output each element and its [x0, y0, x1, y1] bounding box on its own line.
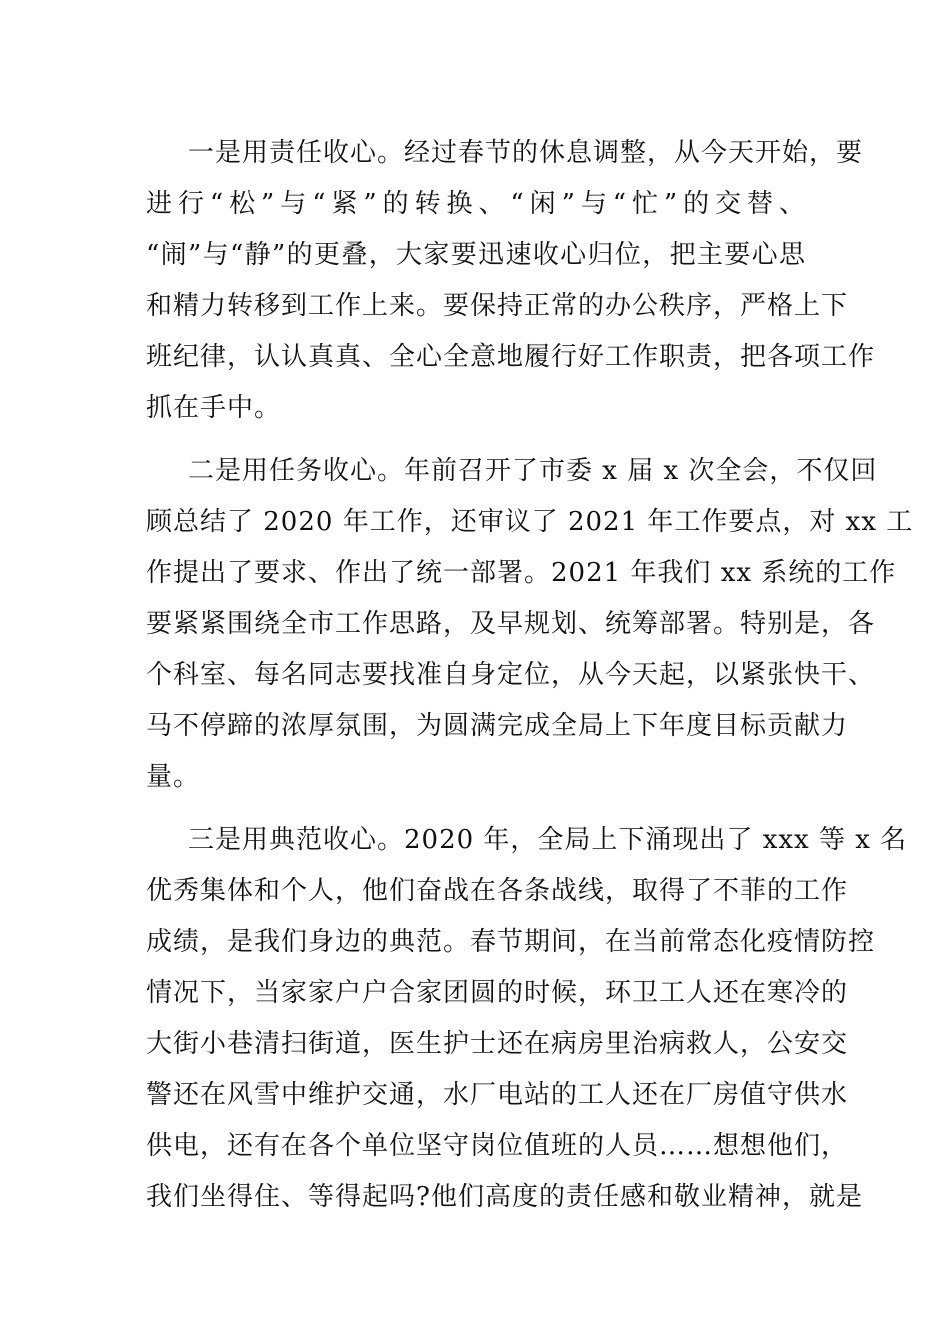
- text-line: 班纪律，认认真真、全心全意地履行好工作职责，把各项工作: [146, 342, 876, 372]
- text-line: 成绩，是我们身边的典范。春节期间，在当前常态化疫情防控: [146, 927, 876, 957]
- text-line: 个科室、每名同志要找准自身定位，从今天起，以紧张快干、: [146, 660, 876, 690]
- text-line: 作提出了要求、作出了统一部署。2021 年我们 xx 系统的工作: [146, 558, 897, 588]
- text-line: 量。: [146, 762, 201, 792]
- paragraph-2: [146, 446, 914, 803]
- text-line: 马不停蹄的浓厚氛围，为圆满完成全局上下年度目标贡献力: [146, 711, 849, 741]
- text-line: 要紧紧围绕全市工作思路，及早规划、统筹部署。特别是，各: [146, 609, 876, 639]
- paragraph-1: [146, 128, 876, 434]
- text-line: 大街小巷清扫街道，医生护士还在病房里治病救人，公安交: [146, 1029, 849, 1059]
- text-line: 和精力转移到工作上来。要保持正常的办公秩序，严格上下: [146, 291, 849, 321]
- text-line: 供电，还有在各个单位坚守岗位值班的人员……想想他们，: [146, 1131, 849, 1161]
- text-line: 进行“松”与“紧”的转换、“闲”与“忙”的交替、: [146, 189, 806, 219]
- text-line: 一是用责任收心。经过春节的休息调整，从今天开始，要: [188, 138, 864, 168]
- text-line: 顾总结了 2020 年工作，还审议了 2021 年工作要点，对 xx 工: [146, 507, 914, 537]
- paragraph-3: [146, 815, 908, 1223]
- text-line: 优秀集体和个人，他们奋战在各条战线，取得了不菲的工作: [146, 876, 849, 906]
- text-line: 警还在风雪中维护交通，水厂电站的工人还在厂房值守供水: [146, 1080, 849, 1110]
- document-body: [146, 128, 914, 1235]
- text-line: 情况下，当家家户户合家团圆的时候，环卫工人还在寒冷的: [146, 978, 849, 1008]
- text-line: 抓在手中。: [146, 393, 282, 423]
- text-line: 二是用任务收心。年前召开了市委 x 届 x 次全会，不仅回: [188, 456, 878, 486]
- text-line: “闹”与“静”的更叠，大家要迅速收心归位，把主要心思: [146, 240, 806, 270]
- text-line: 我们坐得住、等得起吗?他们高度的责任感和敬业精神，就是: [146, 1182, 863, 1212]
- text-line: 三是用典范收心。2020 年，全局上下涌现出了 xxx 等 x 名: [188, 825, 908, 855]
